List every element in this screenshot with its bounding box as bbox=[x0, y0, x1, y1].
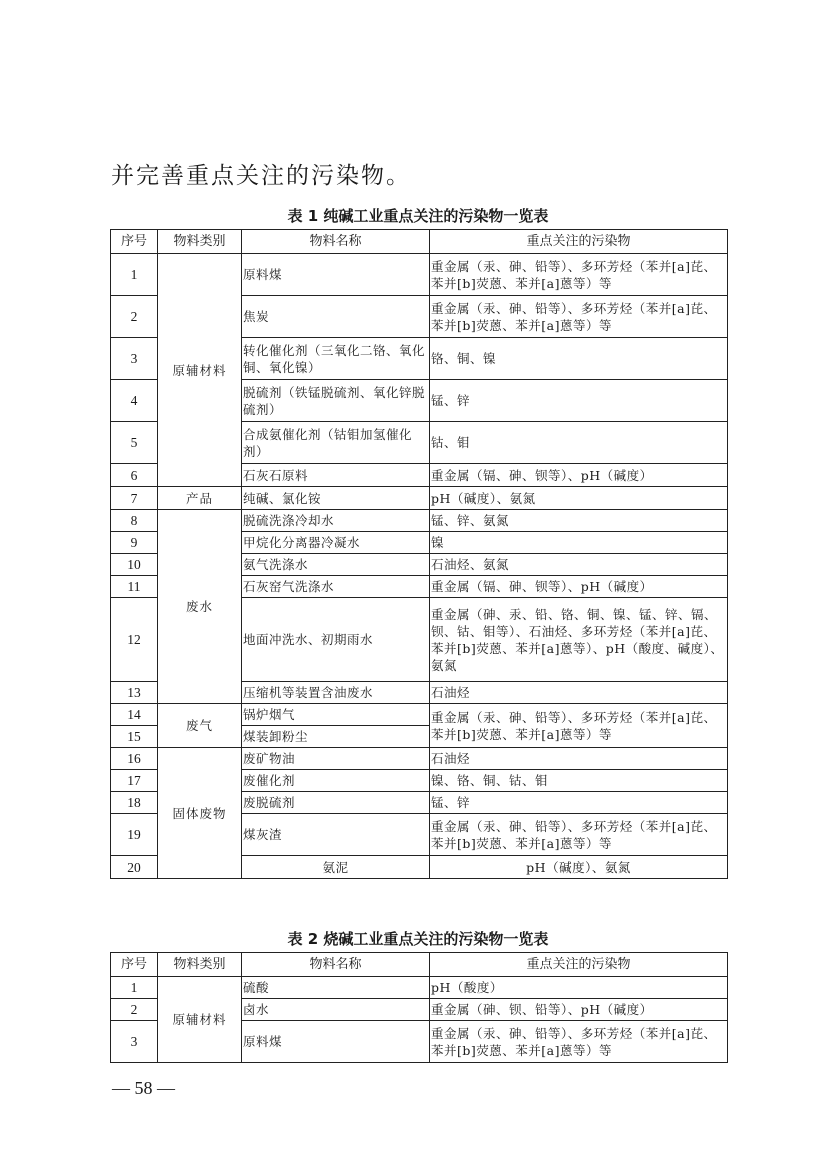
material-name: 煤装卸粉尘 bbox=[242, 726, 430, 748]
material-name: 甲烷化分离器冷凝水 bbox=[242, 532, 430, 554]
pollutants: pH（碱度）、氨氮 bbox=[430, 487, 728, 510]
pollutants: 重金属（汞、砷、铅等）、多环芳烃（苯并[a]芘、苯并[b]荧蒽、苯并[a]蒽等）等 bbox=[430, 254, 728, 296]
table2-caption: 表 2 烧碱工业重点关注的污染物一览表 bbox=[287, 930, 549, 948]
table1-soda-ash-pollutants bbox=[110, 229, 728, 879]
row-no: 2 bbox=[111, 999, 158, 1021]
table-row bbox=[111, 510, 728, 532]
pollutants: pH（酸度） bbox=[430, 977, 728, 999]
row-no: 5 bbox=[111, 422, 158, 464]
row-no: 7 bbox=[111, 487, 158, 510]
pollutants: 石油烃 bbox=[430, 748, 728, 770]
header-no: 序号 bbox=[111, 230, 158, 254]
row-no: 4 bbox=[111, 380, 158, 422]
table-row bbox=[111, 977, 728, 999]
table2-caustic-soda-pollutants bbox=[110, 952, 728, 1063]
table-row bbox=[111, 704, 728, 726]
pollutants: 锰、锌 bbox=[430, 380, 728, 422]
pollutants: 重金属（汞、砷、铅等）、多环芳烃（苯并[a]芘、苯并[b]荧蒽、苯并[a]蒽等）等 bbox=[430, 704, 728, 748]
pollutants: 重金属（砷、钡、铅等）、pH（碱度） bbox=[430, 999, 728, 1021]
row-no: 16 bbox=[111, 748, 158, 770]
material-name: 氨气洗涤水 bbox=[242, 554, 430, 576]
pollutants: 镍 bbox=[430, 532, 728, 554]
row-no: 18 bbox=[111, 792, 158, 814]
material-name: 石灰石原料 bbox=[242, 464, 430, 487]
row-no: 3 bbox=[111, 1021, 158, 1063]
material-name: 纯碱、氯化铵 bbox=[242, 487, 430, 510]
row-no: 20 bbox=[111, 856, 158, 879]
row-no: 12 bbox=[111, 598, 158, 682]
table2-header-row bbox=[111, 953, 728, 977]
pollutants: 锰、锌、氨氮 bbox=[430, 510, 728, 532]
pollutants: 镍、铬、铜、钴、钼 bbox=[430, 770, 728, 792]
category-exhaust: 废气 bbox=[158, 704, 242, 748]
material-name: 硫酸 bbox=[242, 977, 430, 999]
material-name: 锅炉烟气 bbox=[242, 704, 430, 726]
pollutants: 重金属（镉、砷、钡等）、pH（碱度） bbox=[430, 464, 728, 487]
row-no: 19 bbox=[111, 814, 158, 856]
material-name: 合成氨催化剂（钴钼加氢催化剂） bbox=[242, 422, 430, 464]
row-no: 14 bbox=[111, 704, 158, 726]
header-material: 物料名称 bbox=[242, 953, 430, 977]
page-number: — 58 — bbox=[112, 1078, 175, 1098]
intro-paragraph: 并完善重点关注的污染物。 bbox=[111, 163, 411, 189]
header-category: 物料类别 bbox=[158, 953, 242, 977]
material-name: 废催化剂 bbox=[242, 770, 430, 792]
header-category: 物料类别 bbox=[158, 230, 242, 254]
material-name: 废脱硫剂 bbox=[242, 792, 430, 814]
material-name: 废矿物油 bbox=[242, 748, 430, 770]
material-name: 煤灰渣 bbox=[242, 814, 430, 856]
table1-header-row bbox=[111, 230, 728, 254]
pollutants: 钴、钼 bbox=[430, 422, 728, 464]
material-name: 压缩机等装置含油废水 bbox=[242, 682, 430, 704]
row-no: 8 bbox=[111, 510, 158, 532]
pollutants: 石油烃 bbox=[430, 682, 728, 704]
row-no: 10 bbox=[111, 554, 158, 576]
table-row bbox=[111, 487, 728, 510]
material-name: 氨泥 bbox=[242, 856, 430, 879]
pollutants: 重金属（砷、汞、铅、铬、铜、镍、锰、锌、镉、钡、钴、钼等）、石油烃、多环芳烃（苯并[a]芘、苯并[b]荧蒽、苯并[a]蒽等）、pH（酸度、碱度）、氨氮 bbox=[430, 598, 728, 682]
material-name: 焦炭 bbox=[242, 296, 430, 338]
table-row bbox=[111, 254, 728, 296]
pollutants: 重金属（汞、砷、铅等）、多环芳烃（苯并[a]芘、苯并[b]荧蒽、苯并[a]蒽等）等 bbox=[430, 1021, 728, 1063]
material-name: 卤水 bbox=[242, 999, 430, 1021]
row-no: 1 bbox=[111, 254, 158, 296]
row-no: 11 bbox=[111, 576, 158, 598]
row-no: 9 bbox=[111, 532, 158, 554]
category-raw: 原辅材料 bbox=[158, 254, 242, 487]
row-no: 17 bbox=[111, 770, 158, 792]
material-name: 地面冲洗水、初期雨水 bbox=[242, 598, 430, 682]
row-no: 3 bbox=[111, 338, 158, 380]
row-no: 2 bbox=[111, 296, 158, 338]
category-solid-waste: 固体废物 bbox=[158, 748, 242, 879]
pollutants: pH（碱度）、氨氮 bbox=[430, 856, 728, 879]
category-raw: 原辅材料 bbox=[158, 977, 242, 1063]
category-product: 产品 bbox=[158, 487, 242, 510]
table-row bbox=[111, 748, 728, 770]
material-name: 脱硫剂（铁锰脱硫剂、氧化锌脱硫剂） bbox=[242, 380, 430, 422]
material-name: 原料煤 bbox=[242, 254, 430, 296]
pollutants: 重金属（汞、砷、铅等）、多环芳烃（苯并[a]芘、苯并[b]荧蒽、苯并[a]蒽等）等 bbox=[430, 814, 728, 856]
row-no: 15 bbox=[111, 726, 158, 748]
material-name: 脱硫洗涤冷却水 bbox=[242, 510, 430, 532]
pollutants: 石油烃、氨氮 bbox=[430, 554, 728, 576]
material-name: 原料煤 bbox=[242, 1021, 430, 1063]
row-no: 1 bbox=[111, 977, 158, 999]
table1-caption: 表 1 纯碱工业重点关注的污染物一览表 bbox=[287, 207, 549, 225]
pollutants: 锰、锌 bbox=[430, 792, 728, 814]
row-no: 6 bbox=[111, 464, 158, 487]
pollutants: 重金属（汞、砷、铅等）、多环芳烃（苯并[a]芘、苯并[b]荧蒽、苯并[a]蒽等）等 bbox=[430, 296, 728, 338]
pollutants: 铬、铜、镍 bbox=[430, 338, 728, 380]
header-material: 物料名称 bbox=[242, 230, 430, 254]
row-no: 13 bbox=[111, 682, 158, 704]
header-pollutants: 重点关注的污染物 bbox=[430, 953, 728, 977]
header-pollutants: 重点关注的污染物 bbox=[430, 230, 728, 254]
material-name: 转化催化剂（三氧化二铬、氧化铜、氧化镍） bbox=[242, 338, 430, 380]
pollutants: 重金属（镉、砷、钡等）、pH（碱度） bbox=[430, 576, 728, 598]
material-name: 石灰窑气洗涤水 bbox=[242, 576, 430, 598]
category-wastewater: 废水 bbox=[158, 510, 242, 704]
header-no: 序号 bbox=[111, 953, 158, 977]
